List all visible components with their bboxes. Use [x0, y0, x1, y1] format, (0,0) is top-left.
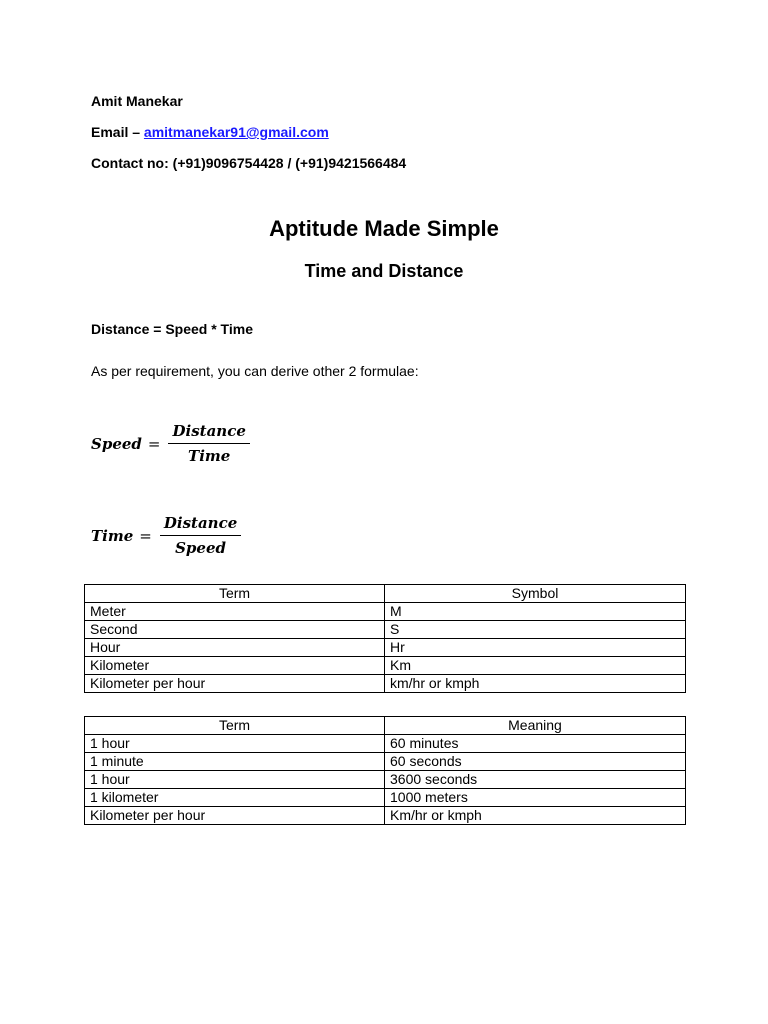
table-row	[85, 621, 686, 639]
formula-equals: =	[147, 434, 161, 453]
table-cell-term: 1 minute	[85, 753, 385, 771]
meanings-table	[84, 716, 686, 825]
table-cell-term: Hour	[85, 639, 385, 657]
fraction	[160, 514, 241, 557]
formula-lhs: Time	[91, 526, 134, 545]
main-formula: Distance = Speed * Time	[91, 321, 253, 337]
column-header-term: Term	[85, 585, 385, 603]
author-name: Amit Manekar	[91, 93, 183, 109]
table-cell-term: 1 hour	[85, 735, 385, 753]
table-cell-meaning: 60 minutes	[385, 735, 686, 753]
table-row	[85, 735, 686, 753]
formula-equals: =	[139, 526, 152, 545]
table-row	[85, 753, 686, 771]
table-cell-symbol: Hr	[385, 639, 686, 657]
column-header-meaning: Meaning	[385, 717, 686, 735]
table-row	[85, 807, 686, 825]
formula-lhs: Speed	[91, 434, 142, 453]
table-cell-meaning: 3600 seconds	[385, 771, 686, 789]
table-cell-term: Meter	[85, 603, 385, 621]
table-row	[85, 789, 686, 807]
speed-formula	[91, 422, 250, 465]
fraction-numerator: Distance	[160, 514, 241, 536]
contact-line: Contact no: (+91)9096754428 / (+91)9421566484	[91, 155, 407, 171]
fraction-numerator: Distance	[168, 422, 249, 444]
column-header-symbol: Symbol	[385, 585, 686, 603]
table-cell-meaning: Km/hr or kmph	[385, 807, 686, 825]
fraction-denominator: Time	[188, 447, 231, 465]
column-header-term: Term	[85, 717, 385, 735]
page-subtitle: Time and Distance	[304, 261, 464, 281]
table-cell-term: Kilometer per hour	[85, 807, 385, 825]
table-cell-meaning: 1000 meters	[385, 789, 686, 807]
table-cell-term: 1 hour	[85, 771, 385, 789]
table-row	[85, 771, 686, 789]
table-header-row	[85, 585, 686, 603]
table-header-row	[85, 717, 686, 735]
table-cell-term: 1 kilometer	[85, 789, 385, 807]
fraction	[168, 422, 249, 465]
table-cell-symbol: S	[385, 621, 686, 639]
intro-text: As per requirement, you can derive other 2 formulae:	[91, 363, 419, 379]
table-cell-term: Kilometer per hour	[85, 675, 385, 693]
table-cell-symbol: Km	[385, 657, 686, 675]
table-cell-term: Kilometer	[85, 657, 385, 675]
page-title: Aptitude Made Simple	[269, 216, 499, 241]
email-line	[91, 124, 329, 140]
table-row	[85, 603, 686, 621]
table-cell-meaning: 60 seconds	[385, 753, 686, 771]
table-row	[85, 639, 686, 657]
symbols-table	[84, 584, 686, 693]
table-cell-symbol: M	[385, 603, 686, 621]
table-cell-symbol: km/hr or kmph	[385, 675, 686, 693]
time-formula	[91, 514, 241, 557]
email-label: Email –	[91, 124, 144, 140]
table-row	[85, 657, 686, 675]
table-row	[85, 675, 686, 693]
table-cell-term: Second	[85, 621, 385, 639]
fraction-denominator: Speed	[175, 539, 226, 557]
email-link[interactable]: amitmanekar91@gmail.com	[143, 124, 329, 140]
